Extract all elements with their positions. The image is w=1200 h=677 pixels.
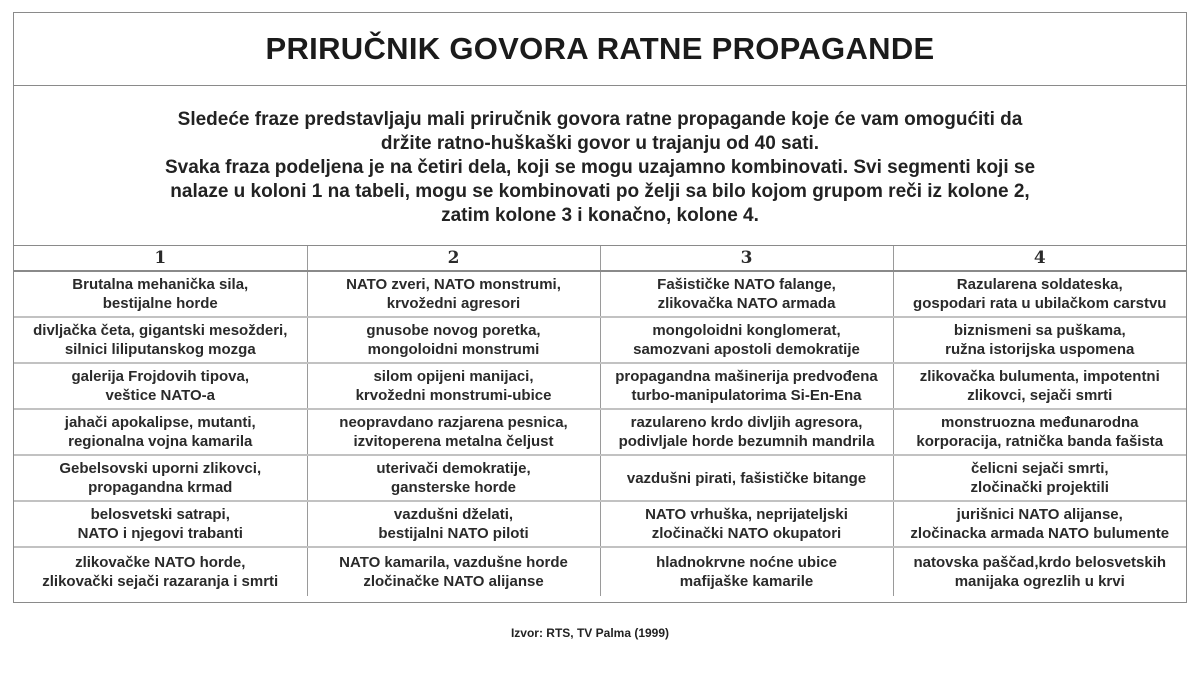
table-row — [14, 501, 1186, 547]
table-cell — [307, 409, 600, 455]
intro-line: Sledeće fraze predstavljaju mali priručnik govora ratne propagande koje će vam omogućiti da — [177, 109, 1023, 130]
column-header: 4 — [893, 246, 1186, 271]
cell-line: bestijalni NATO piloti — [378, 525, 529, 542]
cell-line: samozvani apostoli demokratije — [633, 341, 860, 358]
cell-line: ružna istorijska uspomena — [945, 341, 1135, 358]
cell-line: bestijalne horde — [102, 295, 218, 312]
table-row — [14, 409, 1186, 455]
intro-line: zatim kolone 3 i konačno, kolone 4. — [441, 205, 759, 226]
cell-line: mongoloidni monstrumi — [367, 341, 540, 358]
table-cell — [307, 317, 600, 363]
table-cell — [307, 363, 600, 409]
page-title: PRIRUČNIK GOVORA RATNE PROPAGANDE — [265, 31, 935, 66]
table-cell — [14, 317, 307, 363]
cell-line: zlikovačka bulumenta, impotentni — [919, 368, 1160, 385]
cell-line: NATO vrhuška, neprijateljski — [645, 506, 848, 523]
table-row — [14, 455, 1186, 501]
cell-line: hladnokrvne noćne ubice — [656, 554, 837, 571]
cell-line: zlikovci, sejači smrti — [967, 387, 1113, 404]
table-cell — [893, 409, 1186, 455]
table-cell — [893, 547, 1186, 596]
table-row — [14, 547, 1186, 596]
table-cell — [14, 409, 307, 455]
cell-line: jahači apokalipse, mutanti, — [64, 414, 256, 431]
cell-line: gansterske horde — [390, 479, 517, 496]
phrase-table — [14, 246, 1186, 596]
table-cell — [893, 271, 1186, 317]
cell-line: mafijaške kamarile — [679, 573, 814, 590]
intro-text — [14, 86, 1186, 246]
table-cell — [307, 455, 600, 501]
cell-line: krvožedni monstrumi-ubice — [355, 387, 552, 404]
table-row — [14, 363, 1186, 409]
cell-line: uterivači demokratije, — [376, 460, 531, 477]
table-cell — [307, 271, 600, 317]
cell-line: propagandna krmad — [88, 479, 233, 496]
cell-line: gospodari rata u ubilačkom carstvu — [913, 295, 1167, 312]
cell-line: silom opijeni manijaci, — [373, 368, 534, 385]
table-cell — [893, 455, 1186, 501]
cell-line: korporacija, ratnička banda fašista — [916, 433, 1164, 450]
cell-line: jurišnici NATO alijanse, — [956, 506, 1123, 523]
cell-line: podivljale horde bezumnih mandrila — [618, 433, 875, 450]
cell-line: čelicni sejači smrti, — [970, 460, 1109, 477]
cell-line: razulareno krdo divljih agresora, — [630, 414, 863, 431]
table-cell — [14, 501, 307, 547]
column-header: 2 — [307, 246, 600, 271]
cell-line: regionalna vojna kamarila — [68, 433, 253, 450]
table-cell — [600, 271, 893, 317]
cell-line: izvitoperena metalna čeljust — [353, 433, 554, 450]
cell-line: silnici liliputanskog mozga — [64, 341, 256, 358]
column-header: 3 — [600, 246, 893, 271]
table-cell — [600, 317, 893, 363]
cell-line: neopravdano razjarena pesnica, — [339, 414, 568, 431]
cell-line: NATO kamarila, vazdušne horde — [339, 554, 568, 571]
cell-line: veštice NATO-a — [105, 387, 215, 404]
cell-line: zločinačke NATO alijanse — [363, 573, 544, 590]
cell-line: turbo-manipulatorima Si-En-Ena — [631, 387, 862, 404]
cell-line: biznismeni sa puškama, — [953, 322, 1126, 339]
table-cell — [14, 547, 307, 596]
table-cell — [600, 363, 893, 409]
table-cell — [307, 501, 600, 547]
cell-line: propagandna mašinerija predvođena — [615, 368, 878, 385]
cell-line: NATO zveri, NATO monstrumi, — [346, 276, 561, 293]
cell-line: monstruozna međunarodna — [940, 414, 1139, 431]
cell-line: galerija Frojdovih tipova, — [71, 368, 250, 385]
cell-line: zlikovačka NATO armada — [657, 295, 836, 312]
table-cell — [14, 455, 307, 501]
intro-line: nalaze u koloni 1 na tabeli, mogu se kombinovati po želji sa bilo kojom grupom reči iz kolone 2, — [170, 181, 1030, 202]
table-cell — [600, 547, 893, 596]
table-cell — [600, 501, 893, 547]
title-bar — [14, 13, 1186, 86]
cell-line: vazdušni dželati, — [393, 506, 514, 523]
cell-line: Razularena soldateska, — [956, 276, 1123, 293]
cell-line: zlikovački sejači razaranja i smrti — [42, 573, 279, 590]
cell-line: divljačka četa, gigantski mesožderi, — [33, 322, 288, 339]
table-cell — [307, 547, 600, 596]
table-cell — [893, 363, 1186, 409]
cell-line: Gebelsovski uporni zlikovci, — [59, 460, 262, 477]
table-header-row — [14, 246, 1186, 271]
cell-line: natovska paščad,krdo belosvetskih — [913, 554, 1167, 571]
table-body — [14, 271, 1186, 596]
cell-line: belosvetski satrapi, — [90, 506, 230, 523]
table-cell — [600, 409, 893, 455]
cell-line: zločinacka armada NATO bulumente — [910, 525, 1170, 542]
cell-line: Brutalna mehanička sila, — [72, 276, 249, 293]
cell-line: krvožedni agresori — [386, 295, 521, 312]
cell-line: Fašističke NATO falange, — [657, 276, 836, 293]
propaganda-sheet — [13, 12, 1187, 603]
cell-line: NATO i njegovi trabanti — [77, 525, 243, 542]
cell-line: vazdušni pirati, fašističke bitange — [626, 469, 867, 487]
table-cell — [893, 501, 1186, 547]
cell-line: zločinački NATO okupatori — [651, 525, 842, 542]
table-cell — [600, 455, 893, 501]
intro-line: držite ratno-huškaški govor u trajanju od 40 sati. — [380, 133, 820, 154]
table-cell — [14, 271, 307, 317]
table-cell — [893, 317, 1186, 363]
table-row — [14, 271, 1186, 317]
table-cell — [14, 363, 307, 409]
cell-line: zločinački projektili — [970, 479, 1109, 496]
table-row — [14, 317, 1186, 363]
cell-line: gnusobe novog poretka, — [366, 322, 541, 339]
source-caption: Izvor: RTS, TV Palma (1999) — [510, 626, 670, 640]
cell-line: zlikovačke NATO horde, — [75, 554, 246, 571]
cell-line: mongoloidni konglomerat, — [652, 322, 841, 339]
intro-line: Svaka fraza podeljena je na četiri dela, koji se mogu uzajamno kombinovati. Svi segmenti koji se — [164, 157, 1036, 178]
cell-line: manijaka ogrezlih u krvi — [954, 573, 1125, 590]
column-header: 1 — [14, 246, 307, 271]
